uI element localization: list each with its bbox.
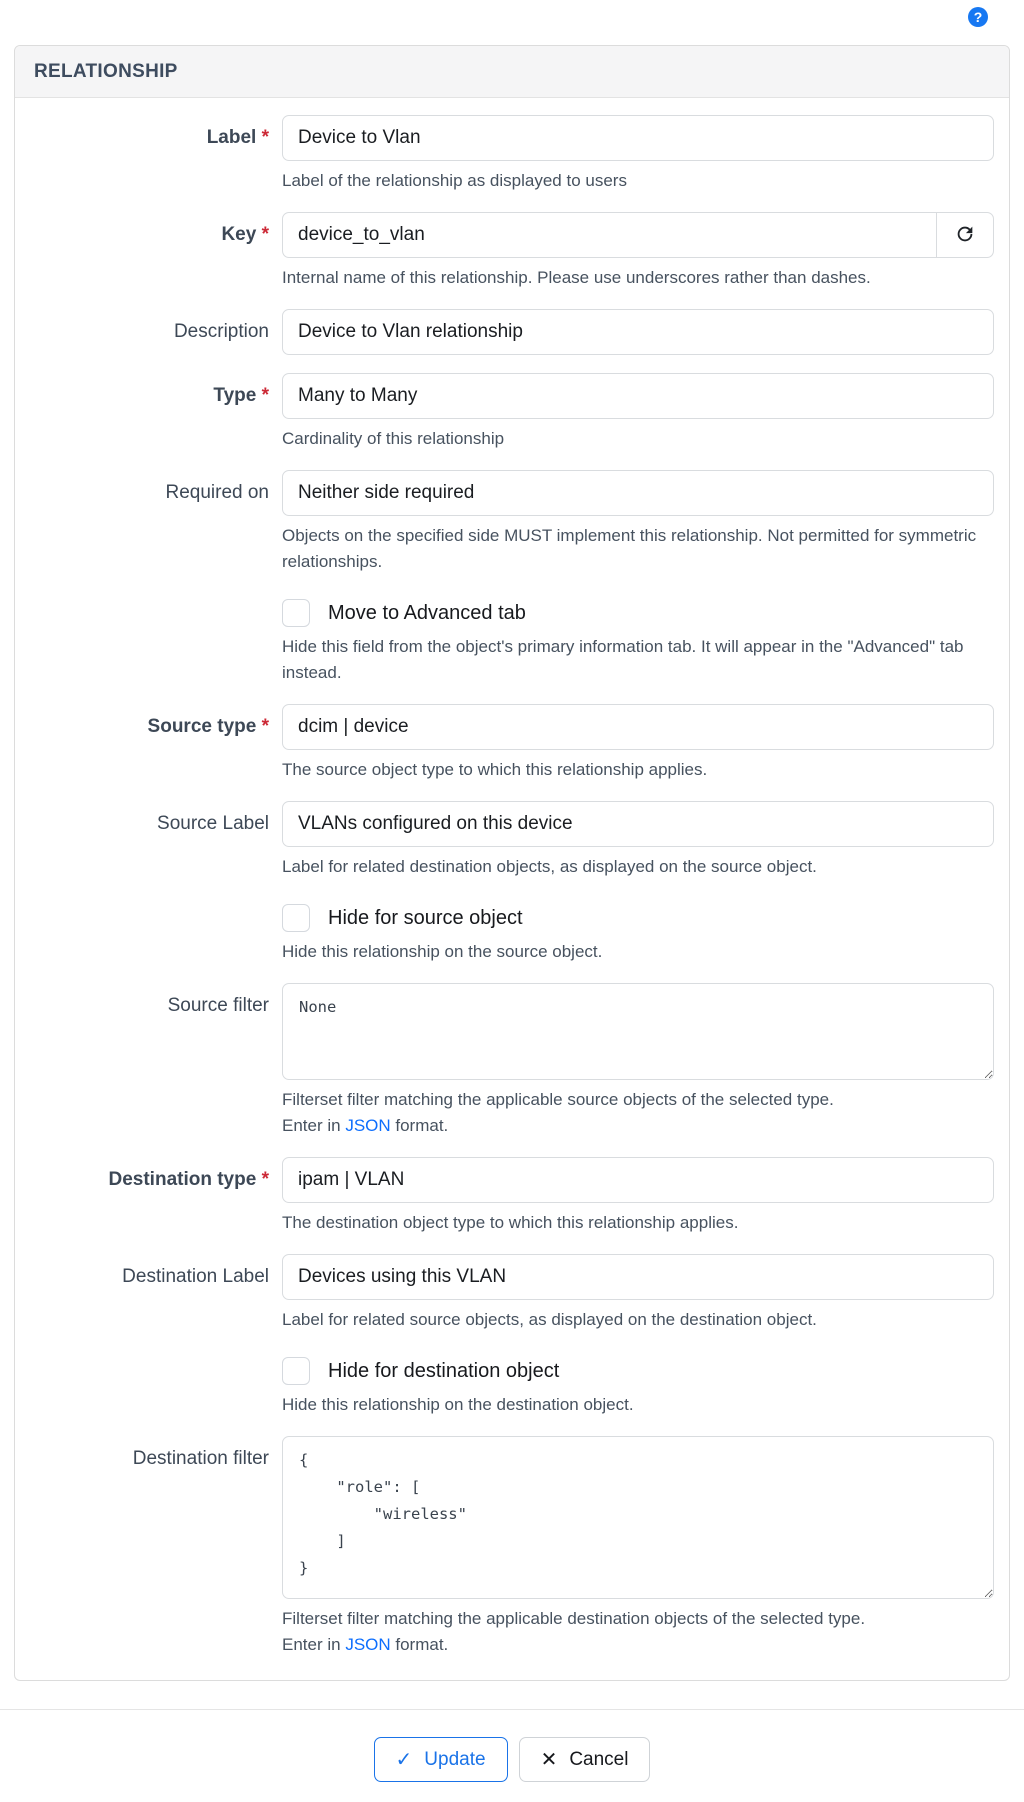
row-destination-type	[30, 1157, 994, 1236]
required-asterisk: *	[261, 224, 269, 245]
source-type-help-text: The source object type to which this relationship applies.	[282, 760, 708, 779]
row-advanced-ui	[30, 593, 994, 686]
required-on-help-text: Objects on the specified side MUST implement this relationship. Not permitted for symmetric relationships.	[282, 526, 977, 571]
destination-hidden-checkbox-label[interactable]: Hide for destination object	[328, 1359, 560, 1382]
destination-type-select[interactable]	[282, 1157, 994, 1203]
type-field-label: Type *	[213, 385, 269, 406]
row-destination-hidden	[30, 1351, 994, 1418]
source-filter-field-label: Source filter	[167, 995, 269, 1016]
destination-filter-textarea[interactable]	[282, 1436, 994, 1599]
key-field-label: Key *	[221, 224, 269, 245]
label-input[interactable]	[282, 115, 994, 161]
source-type-field-label: Source type *	[147, 716, 269, 737]
row-description	[30, 309, 994, 355]
row-source-hidden	[30, 898, 994, 965]
top-strip	[0, 0, 1024, 45]
source-label-input[interactable]	[282, 801, 994, 847]
source-filter-help-text: Filterset filter matching the applicable source objects of the selected type. Enter in JSON format.	[282, 1090, 834, 1135]
destination-hidden-checkbox[interactable]	[282, 1357, 310, 1385]
close-icon: ✕	[540, 1748, 558, 1771]
row-source-filter	[30, 983, 994, 1139]
destination-label-input[interactable]	[282, 1254, 994, 1300]
description-input[interactable]	[282, 309, 994, 355]
advanced-ui-checkbox[interactable]	[282, 599, 310, 627]
label-help-text: Label of the relationship as displayed to users	[282, 171, 627, 190]
row-source-type	[30, 704, 994, 783]
required-asterisk: *	[261, 385, 269, 406]
required-asterisk: *	[261, 716, 269, 737]
destination-label-help-text: Label for related source objects, as displayed on the destination object.	[282, 1310, 817, 1329]
row-key	[30, 212, 994, 291]
source-label-field-label: Source Label	[157, 813, 269, 834]
regenerate-key-button[interactable]	[936, 212, 994, 258]
required-asterisk: *	[261, 1169, 269, 1190]
source-hidden-help-text: Hide this relationship on the source object.	[282, 942, 603, 961]
type-select[interactable]	[282, 373, 994, 419]
help-icon[interactable]: ?	[968, 7, 988, 27]
refresh-icon	[954, 223, 976, 248]
source-hidden-checkbox[interactable]	[282, 904, 310, 932]
advanced-ui-help-text: Hide this field from the object's primary information tab. It will appear in the "Advanced" tab instead.	[282, 637, 964, 682]
check-icon: ✓	[395, 1748, 413, 1771]
row-label	[30, 115, 994, 194]
source-filter-textarea[interactable]	[282, 983, 994, 1080]
destination-hidden-help-text: Hide this relationship on the destination object.	[282, 1395, 634, 1414]
destination-filter-help-text: Filterset filter matching the applicable destination objects of the selected type. Enter in JSON format.	[282, 1609, 866, 1654]
source-type-select[interactable]	[282, 704, 994, 750]
relationship-panel	[14, 45, 1010, 1681]
cancel-button[interactable]: ✕ Cancel	[519, 1737, 651, 1782]
destination-filter-field-label: Destination filter	[132, 1448, 269, 1469]
form-actions	[0, 1710, 1024, 1782]
description-field-label: Description	[173, 321, 269, 342]
key-help-text: Internal name of this relationship. Please use underscores rather than dashes.	[282, 268, 871, 287]
panel-title: RELATIONSHIP	[15, 46, 1009, 98]
update-button[interactable]: ✓ Update	[374, 1737, 508, 1782]
json-format-link[interactable]: JSON	[345, 1635, 391, 1654]
source-hidden-checkbox-label[interactable]: Hide for source object	[328, 906, 523, 929]
destination-label-field-label: Destination Label	[122, 1266, 269, 1287]
type-help-text: Cardinality of this relationship	[282, 429, 505, 448]
source-label-help-text: Label for related destination objects, as displayed on the source object.	[282, 857, 817, 876]
row-source-label	[30, 801, 994, 880]
key-input[interactable]	[282, 212, 937, 258]
destination-type-help-text: The destination object type to which this relationship applies.	[282, 1213, 739, 1232]
row-type	[30, 373, 994, 452]
row-destination-label	[30, 1254, 994, 1333]
required-asterisk: *	[261, 127, 269, 148]
label-field-label: Label *	[206, 127, 269, 148]
relationship-form	[15, 98, 1009, 1680]
destination-type-field-label: Destination type *	[108, 1169, 269, 1190]
required-on-select[interactable]	[282, 470, 994, 516]
row-destination-filter	[30, 1436, 994, 1658]
advanced-ui-checkbox-label[interactable]: Move to Advanced tab	[328, 601, 526, 624]
json-format-link[interactable]: JSON	[345, 1116, 391, 1135]
row-required-on	[30, 470, 994, 575]
required-on-field-label: Required on	[165, 482, 269, 503]
